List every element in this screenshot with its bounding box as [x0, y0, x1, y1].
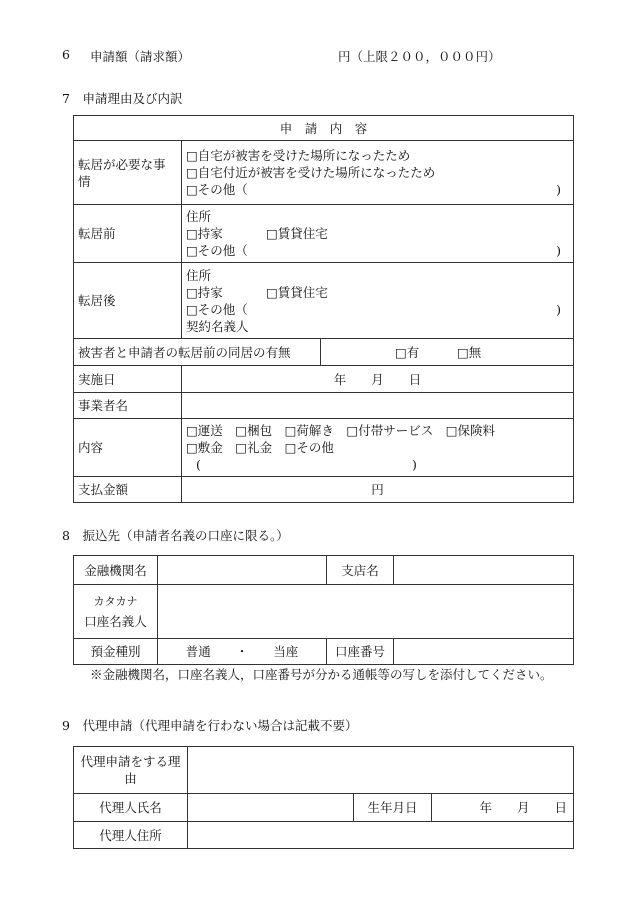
account-number-field[interactable] [394, 639, 574, 665]
account-number-label: 口座番号 [327, 639, 394, 665]
section-7-heading: 7 申請理由及び内訳 [62, 91, 183, 106]
account-holder-label-cell [74, 585, 158, 639]
proxy-address-field[interactable] [188, 822, 574, 849]
date-label: 実施日 [74, 366, 182, 393]
reason-label: 転居が必要な事情 [74, 141, 182, 205]
application-content-table [73, 115, 574, 503]
cohabit-label: 被害者と申請者の転居前の同居の有無 [74, 339, 321, 366]
proxy-name-label: 代理人氏名 [74, 794, 188, 822]
bank-name-field[interactable] [158, 556, 327, 585]
after-other-close: ) [556, 301, 561, 317]
content-other-detail[interactable]: ( ) [196, 457, 417, 472]
before-label: 転居前 [74, 205, 182, 263]
reason-option-other[interactable]: □その他（ ) [186, 182, 561, 197]
reason-other-close: ) [556, 182, 561, 197]
branch-field[interactable] [394, 556, 574, 585]
before-owned-option[interactable]: □持家 [186, 226, 223, 241]
account-holder-label: 口座名義人 [84, 613, 147, 629]
section-9-heading: 9 代理申請（代理申請を行わない場合は記載不要） [62, 718, 358, 733]
section-6-amount: 円（上限２００，０００円） [338, 49, 501, 64]
cohabit-no-option[interactable]: □無 [457, 344, 482, 360]
content-options-line-1[interactable]: □運送 □梱包 □荷解き □付帯サービス □保険料 [186, 423, 496, 438]
content-label: 内容 [74, 419, 182, 477]
before-other-close: ) [556, 243, 561, 258]
bank-name-label: 金融機関名 [74, 556, 158, 585]
birth-date-field[interactable]: 年 月 日 [432, 794, 574, 822]
company-label: 事業者名 [74, 393, 182, 419]
before-cell[interactable] [182, 205, 574, 263]
cohabit-yes-option[interactable]: □有 [395, 344, 420, 360]
after-rental-option[interactable]: □賃貸住宅 [266, 284, 328, 300]
date-field[interactable]: 年 月 日 [182, 366, 574, 393]
reason-option-nearby[interactable]: □自宅付近が被害を受けた場所になったため [186, 165, 436, 180]
content-cell[interactable] [182, 419, 574, 477]
section-8-heading: 8 振込先（申請者名義の口座に限る。） [62, 528, 289, 543]
reason-option-home[interactable]: □自宅が被害を受けた場所になったため [186, 148, 411, 163]
before-other-option[interactable]: □その他（ ) [186, 243, 561, 258]
section-6-number: 6 [62, 47, 70, 62]
after-owned-option[interactable]: □持家 [186, 284, 223, 300]
cohabit-cell[interactable] [321, 339, 574, 366]
branch-label: 支店名 [327, 556, 394, 585]
before-rental-option[interactable]: □賃貸住宅 [266, 226, 328, 241]
kana-label: カタカナ [93, 594, 138, 608]
content-options-line-2[interactable]: □敷金 □礼金 □その他 [186, 440, 334, 455]
payment-field[interactable]: 円 [182, 477, 574, 503]
proxy-table [73, 746, 574, 849]
bank-note: ※金融機関名，口座名義人，口座番号が分かる通帳等の写しを添付してください。 [90, 667, 553, 682]
birth-date-label: 生年月日 [354, 794, 432, 822]
proxy-name-field[interactable] [188, 794, 354, 822]
after-address-label: 住所 [186, 267, 212, 283]
proxy-reason-label: 代理申請をする理由 [74, 747, 188, 794]
table-header: 申 請 内 容 [74, 116, 574, 141]
bank-account-table [73, 555, 574, 665]
after-label: 転居後 [74, 263, 182, 339]
deposit-type-label: 預金種別 [74, 639, 158, 665]
before-address-label: 住所 [186, 209, 212, 224]
proxy-address-label: 代理人住所 [74, 822, 188, 849]
after-contract-holder-label: 契約名義人 [186, 318, 249, 334]
deposit-type-options[interactable]: 普通 ・ 当座 [158, 639, 327, 665]
section-6-label: 申請額（請求額） [90, 49, 191, 64]
after-other-option[interactable]: □その他（ ) [186, 301, 561, 317]
proxy-reason-field[interactable] [188, 747, 574, 794]
after-cell[interactable] [182, 263, 574, 339]
account-holder-field[interactable] [158, 585, 574, 639]
reason-cell[interactable] [182, 141, 574, 205]
payment-label: 支払金額 [74, 477, 182, 503]
company-field[interactable] [182, 393, 574, 419]
